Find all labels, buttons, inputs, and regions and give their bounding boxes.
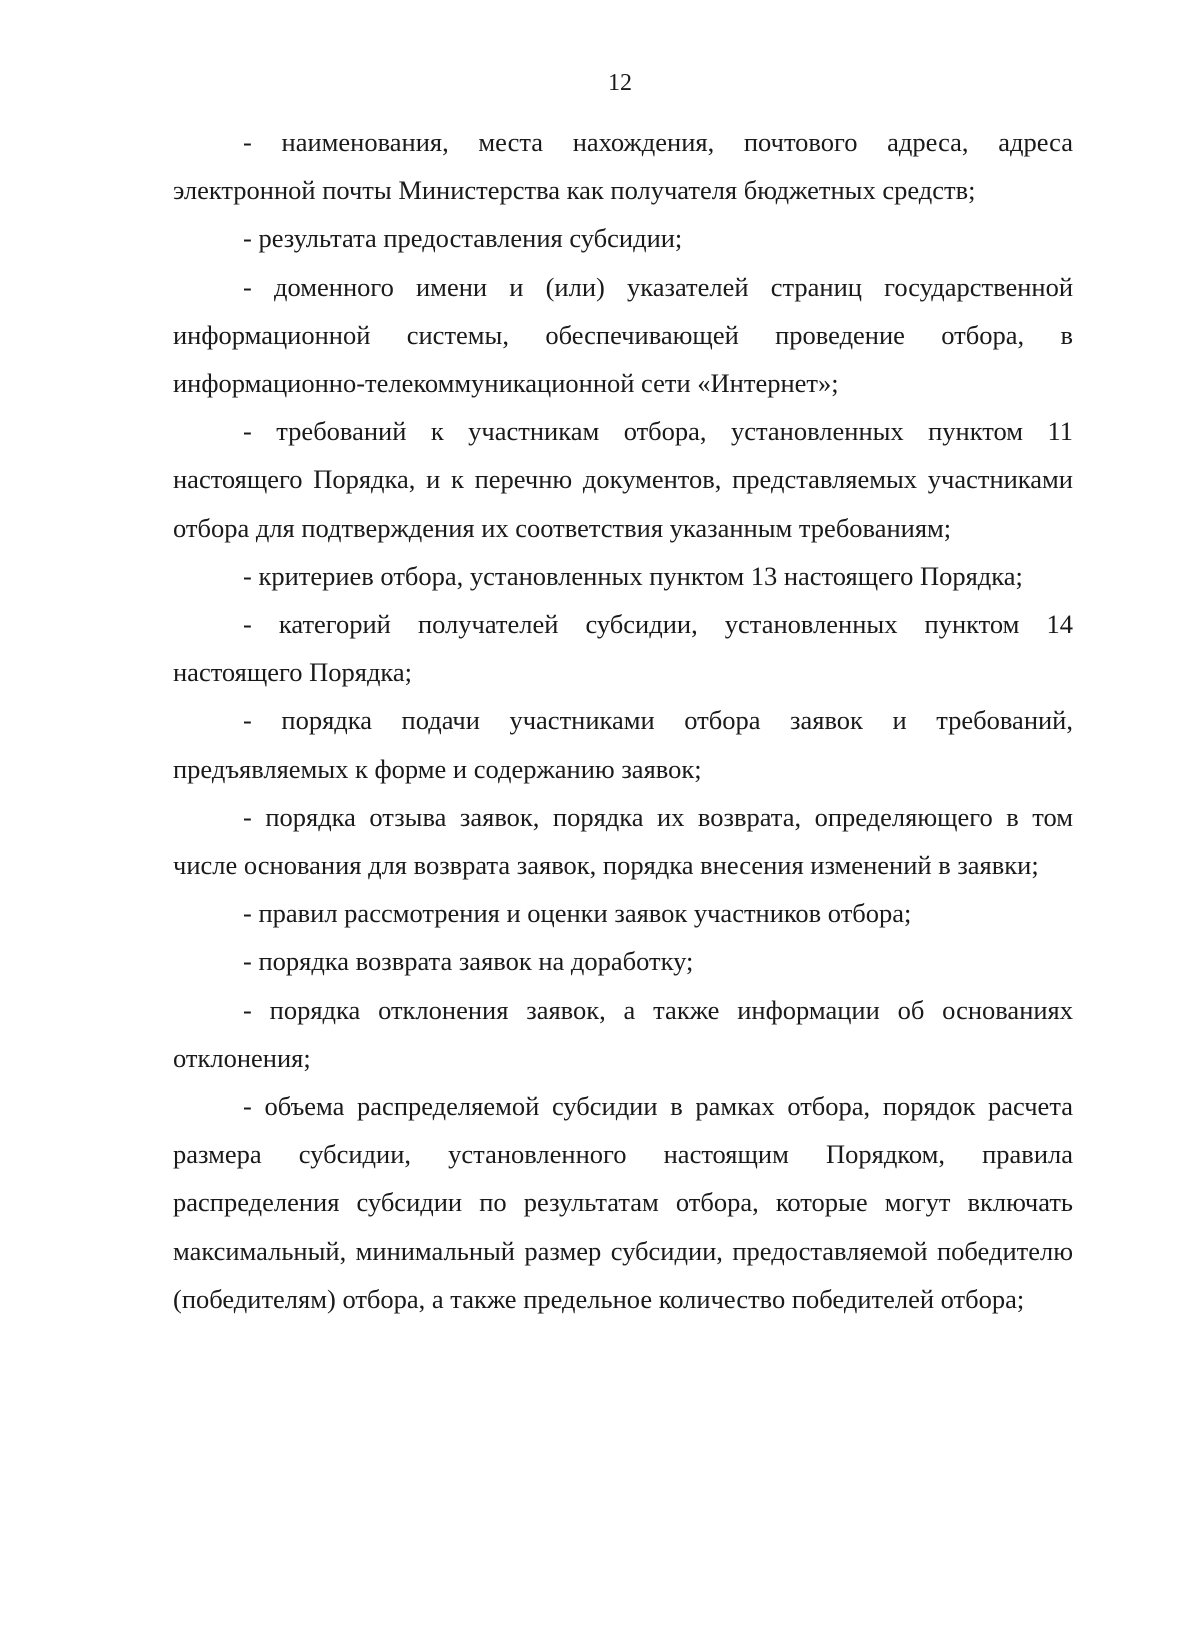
list-item: - порядка возврата заявок на доработку; bbox=[243, 946, 694, 977]
list-item: - наименования, места нахождения, почтового адреса, адреса электронной почты Министерства как получателя бюджетных средств; bbox=[173, 127, 1073, 206]
page-number: 12 bbox=[608, 70, 632, 96]
list-item: - порядка отзыва заявок, порядка их возврата, определяющего в том числе основания для возврата заявок, порядка внесения изменений в заявки; bbox=[173, 801, 1073, 881]
document-body bbox=[173, 118, 1073, 1323]
list-item: - категорий получателей субсидии, установленных пунктом 14 настоящего Порядка; bbox=[173, 609, 1073, 688]
list-item: - порядка отклонения заявок, а также информации об основаниях отклонения; bbox=[173, 994, 1073, 1073]
list-item: - объема распределяемой субсидии в рамках отбора, порядок расчета размера субсидии, установленного настоящим Порядком, правила распределения субсидии по результатам отбора, которые могут включать максимальный, минимальный размер субсидии, предоставляемой победителю (победителям) отбора, а также предельное количество победителей отбора; bbox=[173, 1091, 1073, 1314]
list-item: - правил рассмотрения и оценки заявок участников отбора; bbox=[243, 898, 912, 929]
list-item: - критериев отбора, установленных пунктом 13 настоящего Порядка; bbox=[243, 560, 1023, 591]
list-item: - доменного имени и (или) указателей страниц государственной информационной системы, обеспечивающей проведение отбора, в информационно-телекоммуникационной сети «Интернет»; bbox=[173, 271, 1073, 399]
list-item: - требований к участникам отбора, установленных пунктом 11 настоящего Порядка, и к перечню документов, представляемых участниками отбора для подтверждения их соответствия указанным требованиям; bbox=[173, 416, 1073, 543]
list-item: - результата предоставления субсидии; bbox=[243, 223, 683, 254]
list-item: - порядка подачи участниками отбора заявок и требований, предъявляемых к форме и содержанию заявок; bbox=[173, 705, 1073, 784]
